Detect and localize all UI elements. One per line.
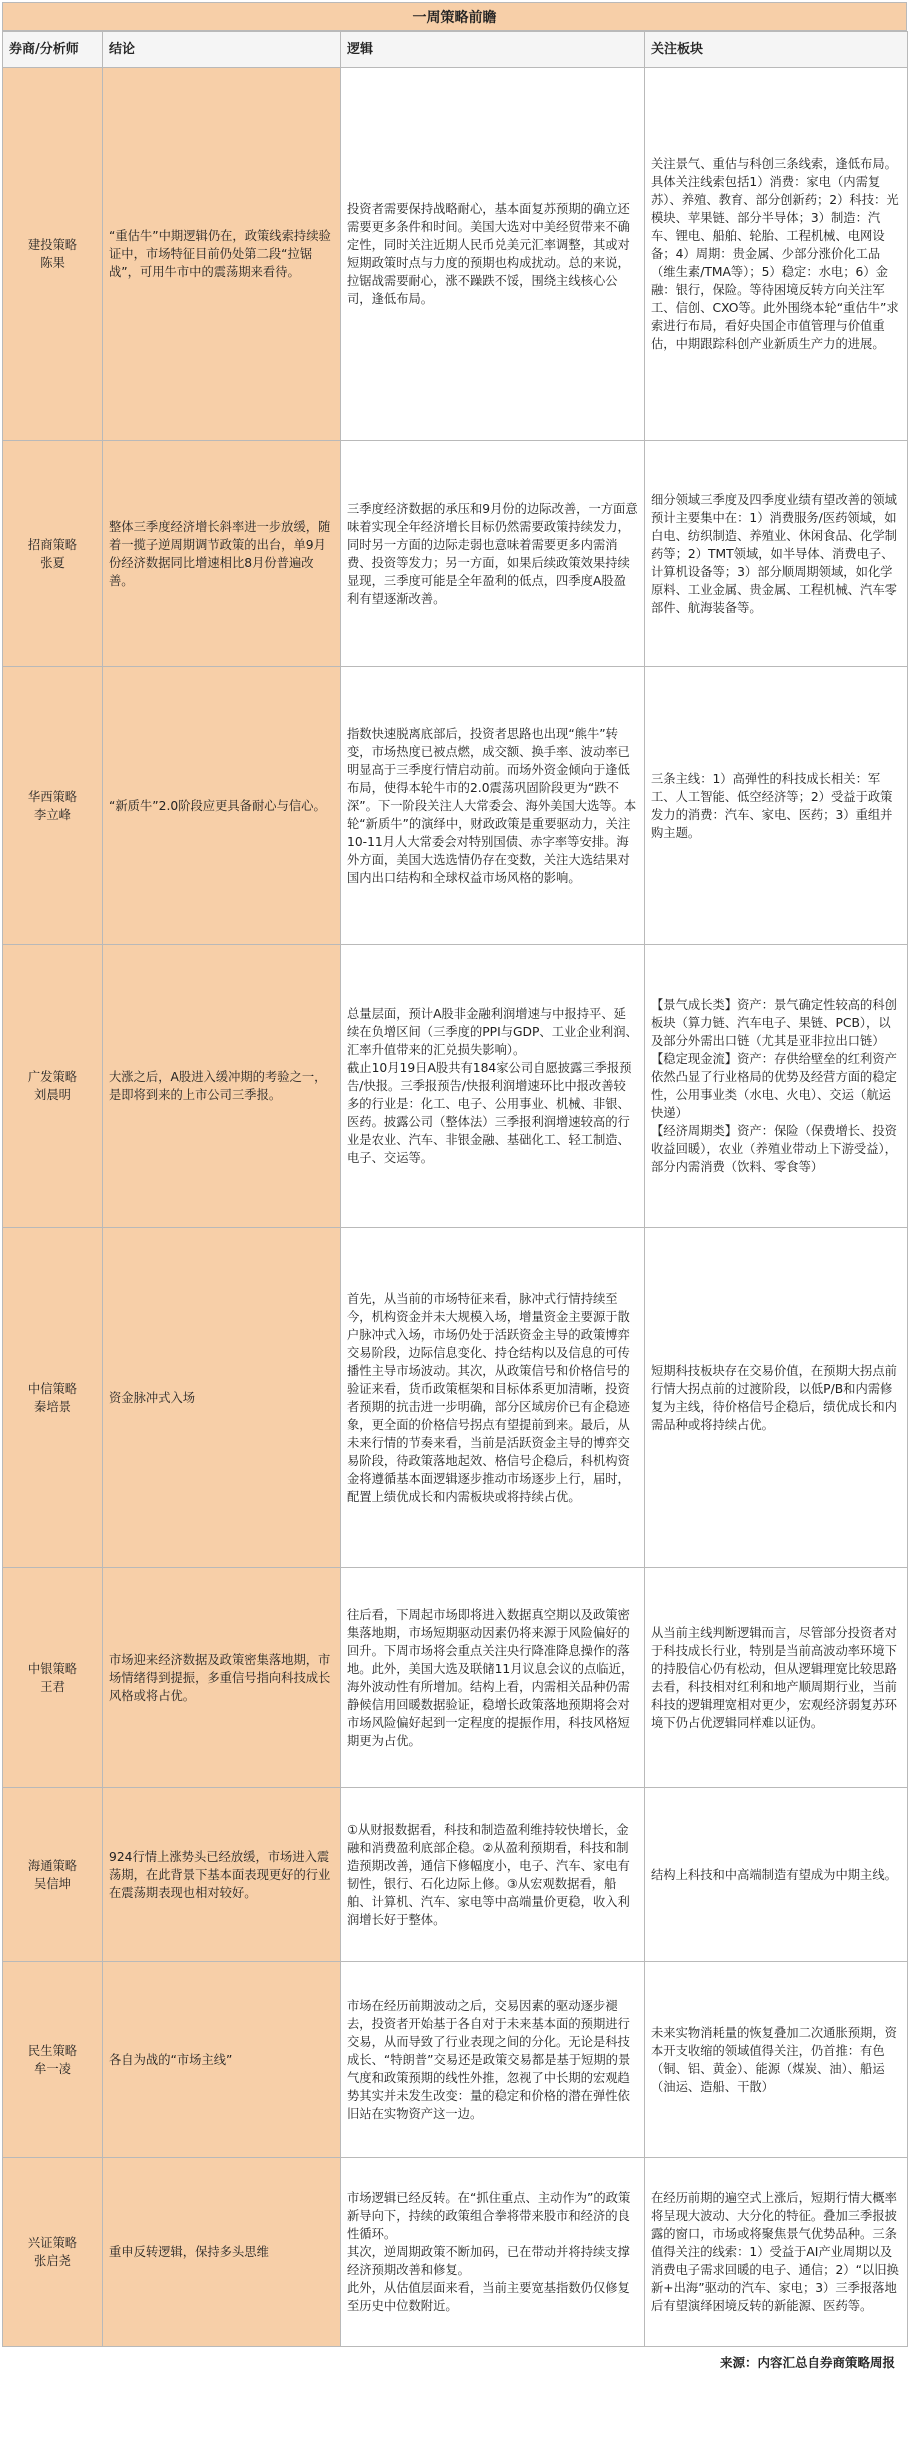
table-row — [3, 441, 908, 667]
conclusion-cell: 924行情上涨势头已经放缓，市场进入震荡期，在此背景下基本面表现更好的行业在震荡期表现也相对较好。 — [103, 1788, 341, 1962]
focus-cell: 在经历前期的遍空式上涨后，短期行情大概率将呈现大波动、大分化的特征。叠加三季报披露的窗口，市场或将聚焦景气优势品种。三条值得关注的线索：1）受益于AI产业周期以及消费电子需求回暖的电子、通信；2）“以旧换新+出海”驱动的汽车、家电；3）三季报落地后有望演绎困境反转的新能源、医药等。 — [645, 2158, 908, 2347]
header-conclusion: 结论 — [103, 32, 341, 68]
page — [2, 2, 907, 2377]
logic-cell: 投资者需要保持战略耐心，基本面复苏预期的确立还需要更多条件和时间。美国大选对中美经贸带来不确定性，同时关注近期人民币兑美元汇率调整，其或对短期政策时点与力度的预期也构成扰动。总的来说，拉锯战需要耐心，涨不躁跌不馁，围绕主线核心公司，逢低布局。 — [341, 68, 645, 441]
header-row — [3, 32, 908, 68]
header-broker: 券商/分析师 — [3, 32, 103, 68]
conclusion-cell: 大涨之后，A股进入缓冲期的考验之一，是即将到来的上市公司三季报。 — [103, 945, 341, 1228]
focus-cell: 从当前主线判断逻辑而言，尽管部分投资者对于科技成长行业，特别是当前高波动率环境下的持股信心仍有松动，但从逻辑理宽比较思路去看，科技相对红利和地产顺周期行业，当前科技的逻辑理宽相对更少，宏观经济弱复苏环境下仍占优逻辑同样难以证伪。 — [645, 1568, 908, 1788]
logic-cell: 往后看，下周起市场即将进入数据真空期以及政策密集落地期，市场短期驱动因素仍将来源于风险偏好的回升。下周市场将会重点关注央行降准降息操作的落地。此外，美国大选及联储11月议息会议的点临近，海外波动性有所增加。结构上看，内需相关品种仍需静候信用回暖数据验证，稳增长政策落地预期将会对市场风险偏好起到一定程度的提振作用，科技风格短期更为占优。 — [341, 1568, 645, 1788]
broker-cell — [3, 945, 103, 1228]
conclusion-cell: “新质牛”2.0阶段应更具备耐心与信心。 — [103, 667, 341, 945]
broker-cell — [3, 441, 103, 667]
table-row — [3, 2158, 908, 2347]
broker-name: 海通策略 — [27, 1858, 78, 1873]
focus-cell: 未来实物消耗量的恢复叠加二次通胀预期，资本开支收缩的领域值得关注，仍首推：有色（铜、铝、黄金）、能源（煤炭、油）、船运（油运、造船、干散） — [645, 1962, 908, 2158]
logic-cell: 首先，从当前的市场特征来看，脉冲式行情持续至今，机构资金并未大规模入场，增量资金主要源于散户脉冲式入场，市场仍处于活跃资金主导的政策博弈交易阶段，边际信息变化、持仓结构以及信息的可传播性主导市场波动。其次，从政策信号和价格信号的验证来看，货币政策框架和目标体系更加清晰，投资者预期的抗击进一步明确，部分区域房价已有企稳迹象，更全面的价格信号拐点有望提前到来。最后，从未来行情的节奏来看，当前是活跃资金主导的博弈交易阶段，待政策落地起效、格信号企稳后，科机构资金将遵循基本面逻辑逐步推动市场逐步上行，届时，配置上绩优成长和内需板块或将持续占优。 — [341, 1228, 645, 1568]
logic-cell: 指数快速脱离底部后，投资者思路也出现“熊牛”转变，市场热度已被点燃，成交额、换手率、波动率已明显高于三季度行情启动前。而场外资金倾向于逢低布局，使得本轮牛市的2.0震荡巩固阶段更为“跌不深”。下一阶段关注人大常委会、海外美国大选等。本轮“新质牛”的演绎中，财政政策是重要驱动力，关注10-11月人大常委会对特别国债、赤字率等安排。海外方面，美国大选选情仍存在变数，关注大选结果对国内出口结构和全球权益市场风格的影响。 — [341, 667, 645, 945]
strategy-table — [2, 31, 908, 2347]
analyst-name: 吴信坤 — [34, 1876, 71, 1891]
broker-cell — [3, 1568, 103, 1788]
analyst-name: 刘晨明 — [34, 1088, 71, 1102]
conclusion-cell: 重申反转逻辑，保持多头思维 — [103, 2158, 341, 2347]
header-focus: 关注板块 — [645, 32, 908, 68]
broker-cell — [3, 1788, 103, 1962]
focus-cell: 结构上科技和中高端制造有望成为中期主线。 — [645, 1788, 908, 1962]
focus-cell: 关注景气、重估与科创三条线索，逢低布局。具体关注线索包括1）消费：家电（内需复苏）、养殖、教育、部分创新药；2）科技：光模块、苹果链、部分半导体；3）制造：汽车、锂电、船舶、轮胎、工程机械、电网设备；4）周期：贵金属、少部分涨价化工品（维生素/TMA等）；5）稳定：水电；6）金融：银行，保险。等待困境反转方向关注军工、信创、CXO等。此外围绕本轮“重估牛”求索进行布局，看好央国企市值管理与价值重估，中期跟踪科创产业新质生产力的进展。 — [645, 68, 908, 441]
broker-name: 招商策略 — [27, 537, 78, 552]
broker-name: 广发策略 — [27, 1070, 78, 1084]
page-title: 一周策略前瞻 — [2, 2, 907, 31]
broker-cell — [3, 2158, 103, 2347]
table-row — [3, 1962, 908, 2158]
logic-cell: ①从财报数据看，科技和制造盈利维持较快增长，金融和消费盈利底部企稳。②从盈利预期看，科技和制造预期改善，通信下修幅度小，电子、汽车、家电有韧性，银行、石化边际上修。③从宏观数据看，船舶、计算机、汽车、家电等中高端量价更稳，收入利润增长好于整体。 — [341, 1788, 645, 1962]
focus-cell: 三条主线：1）高弹性的科技成长相关：军工、人工智能、低空经济等；2）受益于政策发力的消费：汽车、家电、医药；3）重组并购主题。 — [645, 667, 908, 945]
logic-cell: 总量层面，预计A股非金融利润增速与中报持平、延续在负增区间（三季度的PPI与GDP、工业企业利润、汇率升值带来的汇兑损失影响）。 截止10月19日A股共有184家公司自愿披露三季报预告/快报。三季报预告/快报利润增速环比中报改善较多的行业是：化工、电子、公用事业、机械、非银、医药。披露公司（整体法）三季报利润增速较高的行业是农业、汽车、非银金融、基础化工、轻工制造、电子、交运等。 — [341, 945, 645, 1228]
source-note: 来源：内容汇总自券商策略周报 — [719, 2355, 895, 2370]
broker-name: 建投策略 — [27, 238, 78, 252]
logic-cell: 市场在经历前期波动之后，交易因素的驱动逐步褪去，投资者开始基于各自对于未来基本面的预期进行交易，从而导致了行业表现之间的分化。无论是科技成长、“特朗普”交易还是政策交易都是基于短期的景气度和政策预期的线性外推，忽视了中长期的宏观趋势其实并未发生改变：量的稳定和价格的潜在弹性依旧站在实物资产这一边。 — [341, 1962, 645, 2158]
broker-name: 华西策略 — [27, 789, 78, 804]
analyst-name: 李立峰 — [34, 807, 71, 822]
header-logic: 逻辑 — [341, 32, 645, 68]
analyst-name: 张夏 — [40, 555, 65, 570]
broker-name: 兴证策略 — [27, 2236, 78, 2250]
analyst-name: 张启尧 — [34, 2254, 71, 2268]
focus-cell: 细分领域三季度及四季度业绩有望改善的领域预计主要集中在：1）消费服务/医药领域，如白电、纺织制造、养殖业、休闲食品、化学制药等；2）TMT领域，如半导体、消费电子、计算机设备等；3）部分顺周期领域，如化学原料、工业金属、贵金属、工程机械、汽车零部件、航海装备等。 — [645, 441, 908, 667]
table-row — [3, 1228, 908, 1568]
table-row — [3, 1788, 908, 1962]
analyst-name: 秦培景 — [34, 1399, 71, 1414]
broker-cell — [3, 1962, 103, 2158]
analyst-name: 牟一凌 — [34, 2061, 71, 2076]
broker-name: 民生策略 — [27, 2043, 78, 2058]
table-row — [3, 945, 908, 1228]
logic-cell: 三季度经济数据的承压和9月份的边际改善，一方面意味着实现全年经济增长目标仍然需要政策持续发力，同时另一方面的边际走弱也意味着需要更多内需消费、投资等发力；另一方面，如果后续政策效果持续显现，三季度可能是全年盈利的低点，四季度A股盈利有望逐渐改善。 — [341, 441, 645, 667]
analyst-name: 王君 — [40, 1679, 65, 1694]
broker-cell — [3, 68, 103, 441]
conclusion-cell: 资金脉冲式入场 — [103, 1228, 341, 1568]
focus-cell: 【景气成长类】资产：景气确定性较高的科创板块（算力链、汽车电子、果链、PCB），以及部分外需出口链（尤其是亚非拉出口链） 【稳定现金流】资产：存供给壁垒的红利资产依然凸显了行业格局的优势及经营方面的稳定性，公用事业类（水电、火电）、交运（航运快递） 【经济周期类】资产：保险（保费增长、投资收益回暖），农业（养殖业带动上下游受益），部分内需消费（饮料、零食等） — [645, 945, 908, 1228]
focus-cell: 短期科技板块存在交易价值，在预期大拐点前行情大拐点前的过渡阶段，以低P/B和内需修复为主线，待价格信号企稳后，绩优成长和内需品种或将持续占优。 — [645, 1228, 908, 1568]
analyst-name: 陈果 — [40, 256, 65, 270]
table-row — [3, 1568, 908, 1788]
conclusion-cell: 市场迎来经济数据及政策密集落地期，市场情绪得到提振，多重信号指向科技成长风格或将占优。 — [103, 1568, 341, 1788]
conclusion-cell: 整体三季度经济增长斜率进一步放缓，随着一揽子逆周期调节政策的出台，单9月份经济数据同比增速相比8月份普遍改善。 — [103, 441, 341, 667]
conclusion-cell: 各自为战的“市场主线” — [103, 1962, 341, 2158]
table-row — [3, 667, 908, 945]
broker-name: 中银策略 — [27, 1661, 78, 1676]
broker-name: 中信策略 — [27, 1381, 78, 1396]
table-row — [3, 68, 908, 441]
broker-cell — [3, 1228, 103, 1568]
conclusion-cell: “重估牛”中期逻辑仍在，政策线索持续验证中，市场特征目前仍处第二段“拉锯战”，可用牛市中的震荡期来看待。 — [103, 68, 341, 441]
logic-cell: 市场逻辑已经反转。在“抓住重点、主动作为”的政策新导向下，持续的政策组合拳将带来股市和经济的良性循环。 其次，逆周期政策不断加码，已在带动并将持续支撑经济预期改善和修复。 此外，从估值层面来看，当前主要宽基指数仍仅修复至历史中位数附近。 — [341, 2158, 645, 2347]
broker-cell — [3, 667, 103, 945]
